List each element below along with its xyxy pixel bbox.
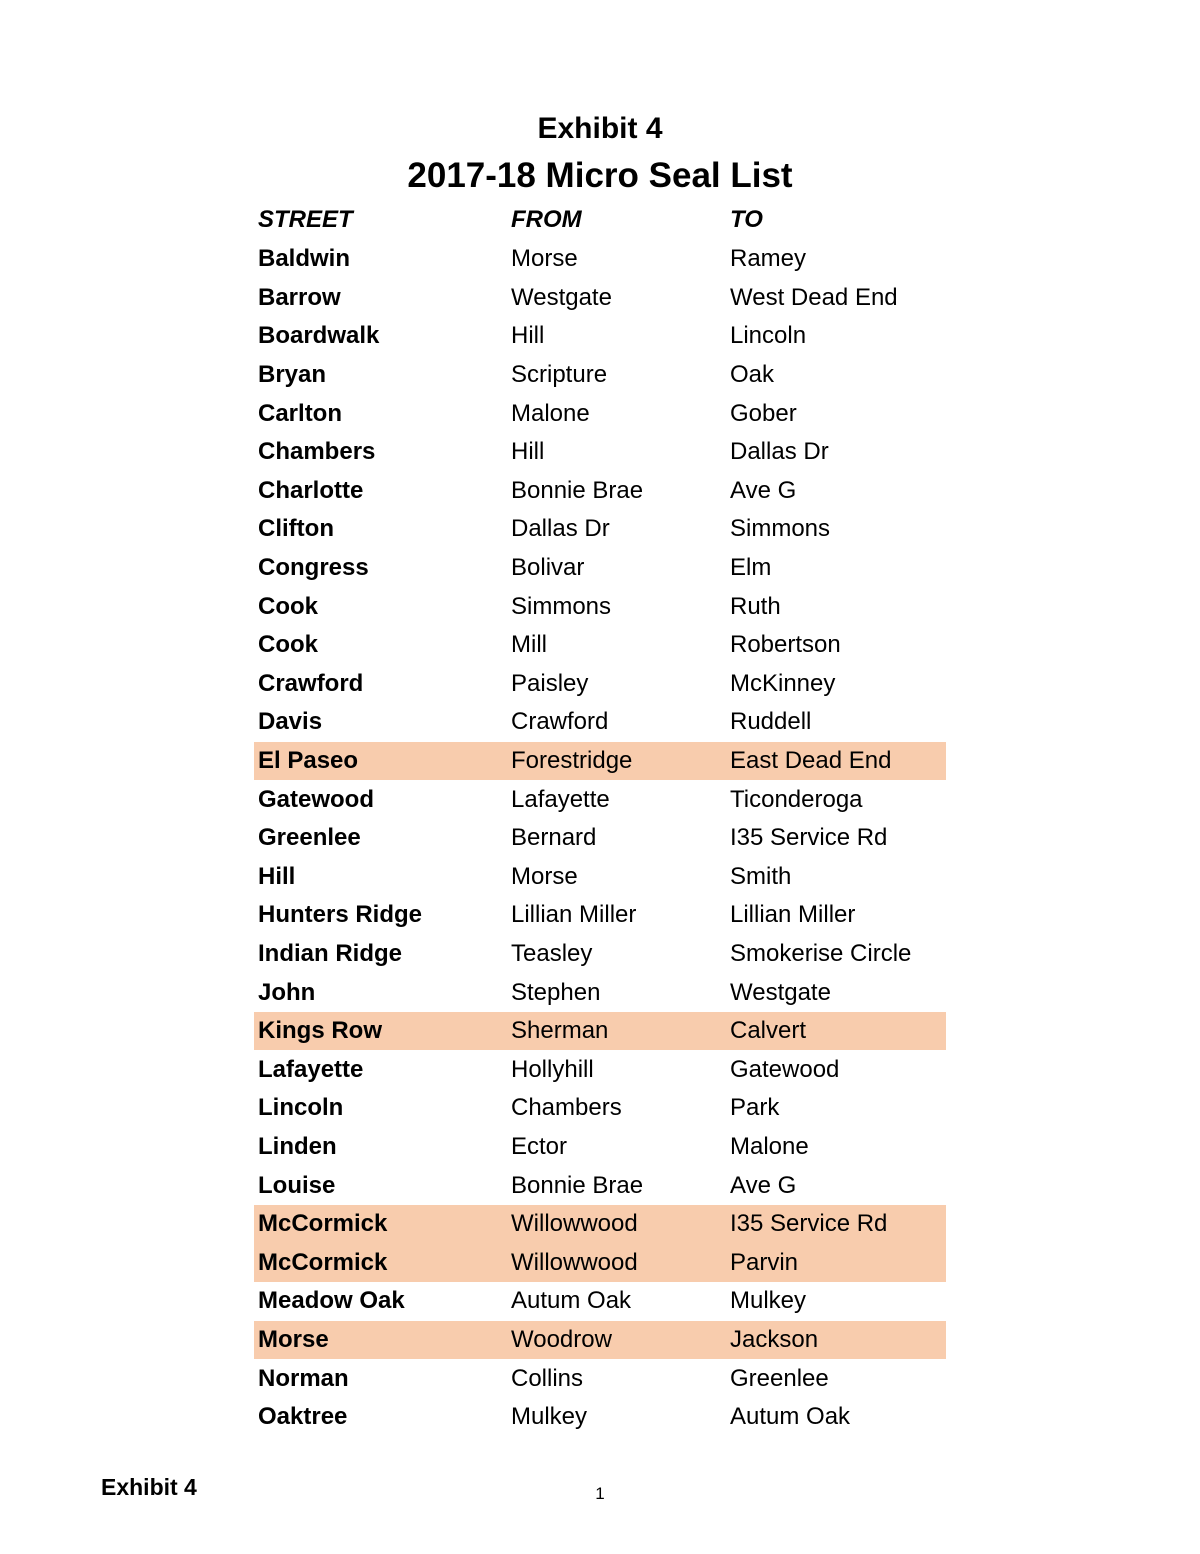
to-cell: I35 Service Rd (730, 1210, 888, 1238)
from-cell: Mill (511, 631, 547, 659)
street-cell: Barrow (258, 283, 341, 311)
to-cell: Jackson (730, 1325, 819, 1353)
footer-exhibit-label: Exhibit 4 (101, 1474, 197, 1500)
table-row (254, 1205, 946, 1244)
to-cell: Ave G (730, 476, 797, 504)
table-row (254, 1321, 946, 1360)
to-cell: Mulkey (730, 1287, 807, 1315)
from-cell: Mulkey (511, 1403, 588, 1431)
to-cell: Simmons (730, 515, 831, 543)
street-cell: Louise (258, 1171, 336, 1199)
table-row (254, 1398, 946, 1437)
table-row (254, 1166, 946, 1205)
to-cell: Parvin (730, 1248, 799, 1276)
street-cell: Bryan (258, 361, 327, 389)
table-row (254, 433, 946, 472)
street-cell: Indian Ridge (258, 939, 402, 967)
to-cell: I35 Service Rd (730, 824, 888, 852)
column-header-from: FROM (511, 206, 582, 233)
street-cell: Hunters Ridge (258, 901, 423, 929)
table-row (254, 819, 946, 858)
to-cell: Ruddell (730, 708, 812, 736)
table-row (254, 240, 946, 279)
street-cell: John (258, 978, 316, 1006)
from-cell: Hollyhill (511, 1055, 594, 1083)
list-title: 2017-18 Micro Seal List (407, 156, 793, 195)
table-row (254, 1243, 946, 1282)
street-cell: Carlton (258, 399, 342, 427)
street-cell: Lafayette (258, 1055, 364, 1083)
table-row (254, 587, 946, 626)
to-cell: Calvert (730, 1017, 807, 1045)
table-row (254, 780, 946, 819)
street-cell: El Paseo (258, 747, 359, 775)
table-row (254, 394, 946, 433)
micro-seal-table (254, 200, 946, 1436)
from-cell: Forestridge (511, 747, 633, 775)
from-cell: Malone (511, 399, 590, 427)
table-row (254, 1012, 946, 1051)
from-cell: Willowwood (511, 1248, 638, 1276)
to-cell: Ramey (730, 245, 807, 273)
to-cell: Robertson (730, 631, 841, 659)
table-row (254, 1282, 946, 1321)
table-row (254, 549, 946, 588)
from-cell: Bolivar (511, 554, 585, 582)
column-header-to: TO (730, 206, 763, 233)
table-row (254, 665, 946, 704)
to-cell: Park (730, 1094, 780, 1122)
street-cell: Clifton (258, 515, 334, 543)
street-cell: Lincoln (258, 1094, 344, 1122)
to-cell: Oak (730, 361, 775, 389)
street-cell: Meadow Oak (258, 1287, 405, 1315)
from-cell: Teasley (511, 939, 593, 967)
table-body (254, 240, 946, 1436)
from-cell: Autum Oak (511, 1287, 632, 1315)
street-cell: Cook (258, 592, 318, 620)
from-cell: Chambers (511, 1094, 622, 1122)
from-cell: Woodrow (511, 1325, 612, 1353)
to-cell: Gatewood (730, 1055, 840, 1083)
from-cell: Sherman (511, 1017, 609, 1045)
page-number: 1 (595, 1484, 605, 1503)
table-row (254, 317, 946, 356)
street-cell: Cook (258, 631, 318, 659)
table-row (254, 858, 946, 897)
to-cell: East Dead End (730, 747, 892, 775)
street-cell: Gatewood (258, 785, 375, 813)
street-cell: Chambers (258, 438, 376, 466)
from-cell: Willowwood (511, 1210, 638, 1238)
street-cell: Crawford (258, 669, 364, 697)
street-cell: Morse (258, 1325, 329, 1353)
table-row (254, 626, 946, 665)
to-cell: Autum Oak (730, 1403, 851, 1431)
table-row (254, 896, 946, 935)
street-cell: McCormick (258, 1248, 388, 1276)
street-cell: Baldwin (258, 245, 351, 273)
street-cell: Davis (258, 708, 323, 736)
from-cell: Ector (511, 1132, 568, 1160)
street-cell: Boardwalk (258, 322, 380, 350)
to-cell: Lillian Miller (730, 901, 856, 929)
from-cell: Simmons (511, 592, 612, 620)
table-row (254, 1128, 946, 1167)
to-cell: Dallas Dr (730, 438, 829, 466)
table-row (254, 279, 946, 318)
to-cell: Ruth (730, 592, 781, 620)
from-cell: Morse (511, 245, 578, 273)
from-cell: Hill (511, 322, 545, 350)
from-cell: Westgate (511, 283, 612, 311)
table-row (254, 356, 946, 395)
from-cell: Bonnie Brae (511, 1171, 644, 1199)
exhibit-heading: Exhibit 4 (537, 112, 663, 145)
street-cell: Linden (258, 1132, 337, 1160)
street-cell: Congress (258, 554, 369, 582)
to-cell: McKinney (730, 669, 836, 697)
from-cell: Collins (511, 1364, 584, 1392)
from-cell: Hill (511, 438, 545, 466)
table-row (254, 1359, 946, 1398)
to-cell: Malone (730, 1132, 809, 1160)
table-row (254, 1050, 946, 1089)
table-row (254, 1089, 946, 1128)
column-header-street: STREET (258, 206, 353, 233)
street-cell: Norman (258, 1364, 349, 1392)
to-cell: Elm (730, 554, 772, 582)
street-cell: Kings Row (258, 1017, 382, 1045)
to-cell: Gober (730, 399, 797, 427)
street-cell: Charlotte (258, 476, 364, 504)
to-cell: Westgate (730, 978, 831, 1006)
table-row (254, 510, 946, 549)
to-cell: Ave G (730, 1171, 797, 1199)
table-row (254, 742, 946, 781)
to-cell: Greenlee (730, 1364, 829, 1392)
from-cell: Paisley (511, 669, 589, 697)
from-cell: Lillian Miller (511, 901, 637, 929)
from-cell: Stephen (511, 978, 601, 1006)
street-cell: Greenlee (258, 824, 361, 852)
from-cell: Lafayette (511, 785, 610, 813)
table-row (254, 703, 946, 742)
street-cell: Oaktree (258, 1403, 348, 1431)
to-cell: West Dead End (730, 283, 898, 311)
table-row (254, 973, 946, 1012)
to-cell: Lincoln (730, 322, 807, 350)
from-cell: Bonnie Brae (511, 476, 644, 504)
from-cell: Morse (511, 862, 578, 890)
street-cell: McCormick (258, 1210, 388, 1238)
street-cell: Hill (258, 862, 296, 890)
from-cell: Crawford (511, 708, 609, 736)
table-header-row (254, 200, 946, 240)
table-row (254, 472, 946, 511)
to-cell: Smith (730, 862, 792, 890)
to-cell: Ticonderoga (730, 785, 863, 813)
from-cell: Dallas Dr (511, 515, 610, 543)
from-cell: Bernard (511, 824, 597, 852)
from-cell: Scripture (511, 361, 608, 389)
to-cell: Smokerise Circle (730, 939, 912, 967)
table-row (254, 935, 946, 974)
